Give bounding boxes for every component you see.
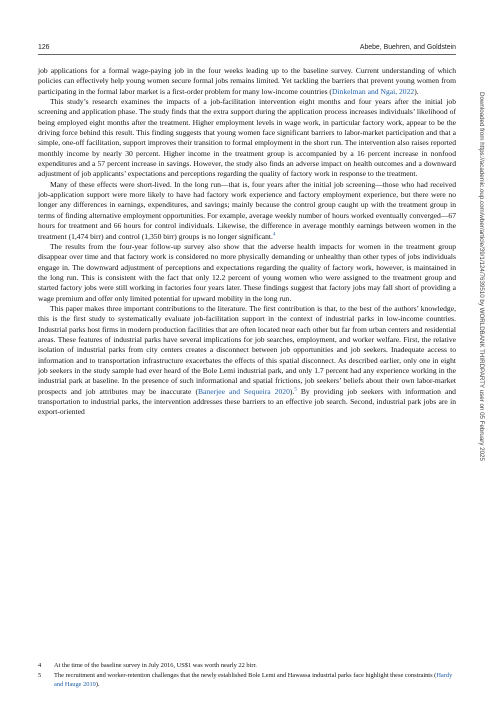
paragraph-3-text: Many of these effects were short-lived. In the long run—that is, four years after the initial job screening—those who had received job-application support were more likely to have had factory work experience and factory employment experience, but there were no longer any differences in earnings, expenditures, and savings; mainly because the control group caught up with the treatment group in terms of finding alternative employment opportunities. For example, average weekly number of hours worked eventually converged—67 hours for treatment and 66 hours for control individuals. Likewise, the difference in average monthly earnings between women in the treatment (1,474 birr) and control (1,350 birr) groups is no longer significant. bbox=[38, 179, 456, 241]
watermark-text: Downloaded from https://academic.oup.com/wber/article/39/1/124/7639510 by WORLDBANK THIRDPARTY user on 05 February 2025 bbox=[478, 92, 485, 461]
paragraph-5 bbox=[38, 304, 456, 418]
paragraph-1-end: ). bbox=[414, 86, 419, 96]
running-head-authors: Abebe, Buehren, and Goldstein bbox=[359, 44, 456, 51]
paragraph-5-text: This paper makes three important contributions to the literature. The first contribution is that, to the best of the authors’ knowledge, this is the first study to systematically evaluate job-facilitation support in the context of industrial parks in low-income countries. Industrial parks host firms in modern production facilities that are often located near each other but far from urban centers and residential areas. These features of industrial parks have several implications for job searches, employment, and worker welfare. First, the relative isolation of industrial parks from city centers creates a disconnect between job opportunities and job seekers. Inadequate access to information and to transportation infrastructure exacerbates the effects of this spatial disconnect. As described earlier, only one in eight job seekers in the study sample had ever heard of the Bole Lemi industrial park, and only 1.7 percent had any experience working in the industrial park at baseline. In the presence of such informational and spatial frictions, job seekers’ beliefs about their own labor-market prospects and job attributes may be inaccurate ( bbox=[38, 303, 456, 396]
footnote-5-text: The recruitment and worker-retention challenges that the newly established Bole Lemi and Hawassa industrial parks face highlight these constraints ( bbox=[54, 672, 437, 679]
footnote-number: 4 bbox=[38, 662, 42, 669]
footnote-text: At the time of the baseline survey in July 2016, US$1 was worth nearly 22 birr. bbox=[54, 662, 257, 669]
paragraph-1-text: job applications for a formal wage-paying job in the four weeks leading up to the baseline survey. Current understanding of which policies can effectively help young women secure formal jobs remains limited. Yet tackling the barriers that prevent young women from participating in the formal labor market is a first-order problem for many low-income countries ( bbox=[38, 66, 456, 96]
citation-banerjee-sequeira[interactable]: Banerjee and Sequeira 2020 bbox=[197, 386, 290, 396]
paragraph-4: The results from the four-year follow-up survey also show that the adverse health impacts for women in the treatment group disappear over time and that factory work is considered no more physically demanding or unhealthy than other types of jobs individuals engage in. The downward adjustment of perceptions and expectations regarding the quality of factory work, however, is maintained in the long run. This is consistent with the fact that only 12.2 percent of young women who were assigned to the treatment group and started factory jobs were still working in factories four years later. These findings suggest that factory jobs may fall short of providing a wage premium and offer only limited potential for upward mobility in the long run. bbox=[38, 241, 456, 303]
footnote-ref-4[interactable]: 4 bbox=[272, 231, 276, 237]
paragraph-5-mid: ). bbox=[289, 386, 295, 396]
footnote-5-end: ). bbox=[95, 681, 100, 688]
citation-dinkelman-ngai[interactable]: Dinkelman and Ngai, 2022 bbox=[331, 86, 415, 96]
footnotes bbox=[38, 661, 456, 690]
footnote-ref-5[interactable]: 5 bbox=[294, 387, 297, 393]
footnote-number: 5 bbox=[38, 672, 42, 679]
footnote-5 bbox=[38, 671, 456, 689]
paragraph-3 bbox=[38, 180, 456, 242]
header-rule bbox=[38, 54, 456, 55]
paragraph-2: This study’s research examines the impacts of a job-facilitation intervention eight months and four years after the initial job screening and application phase. The study finds that the extra support during the application process increases individuals’ likelihood of being employed eight months after the treatment. Higher employment levels in wage work, in particular factory work, appear to be the driving force behind this result. This finding suggests that young women face significant barriers to labor-market participation and that a simple, one-off facilitation, support improves their transition to formal employment in the short run. The intervention also raises reported monthly income by nearly 30 percent. Higher income in the treatment group is accompanied by a 16 percent increase in nonfood expenditures and a 57 percent increase in savings. However, the study also finds an adverse impact on health outcomes and a downward adjustment of job applicants’ expectations and perceptions regarding the quality of factory work in response to the treatment. bbox=[38, 97, 456, 179]
paragraph-1 bbox=[38, 66, 456, 97]
download-watermark bbox=[476, 92, 486, 632]
citation-hardy-hauge[interactable]: Hardy and Hauge 2019 bbox=[54, 672, 453, 688]
article-body bbox=[38, 66, 456, 418]
footnote-text bbox=[54, 671, 456, 689]
paragraph-5-end: By providing job seekers with information and transportation to industrial parks, the intervention addresses these barriers to an effective job search. Second, industrial park jobs are in export-oriented bbox=[38, 386, 456, 417]
footnote-4 bbox=[38, 661, 456, 670]
page-number: 126 bbox=[38, 44, 50, 51]
